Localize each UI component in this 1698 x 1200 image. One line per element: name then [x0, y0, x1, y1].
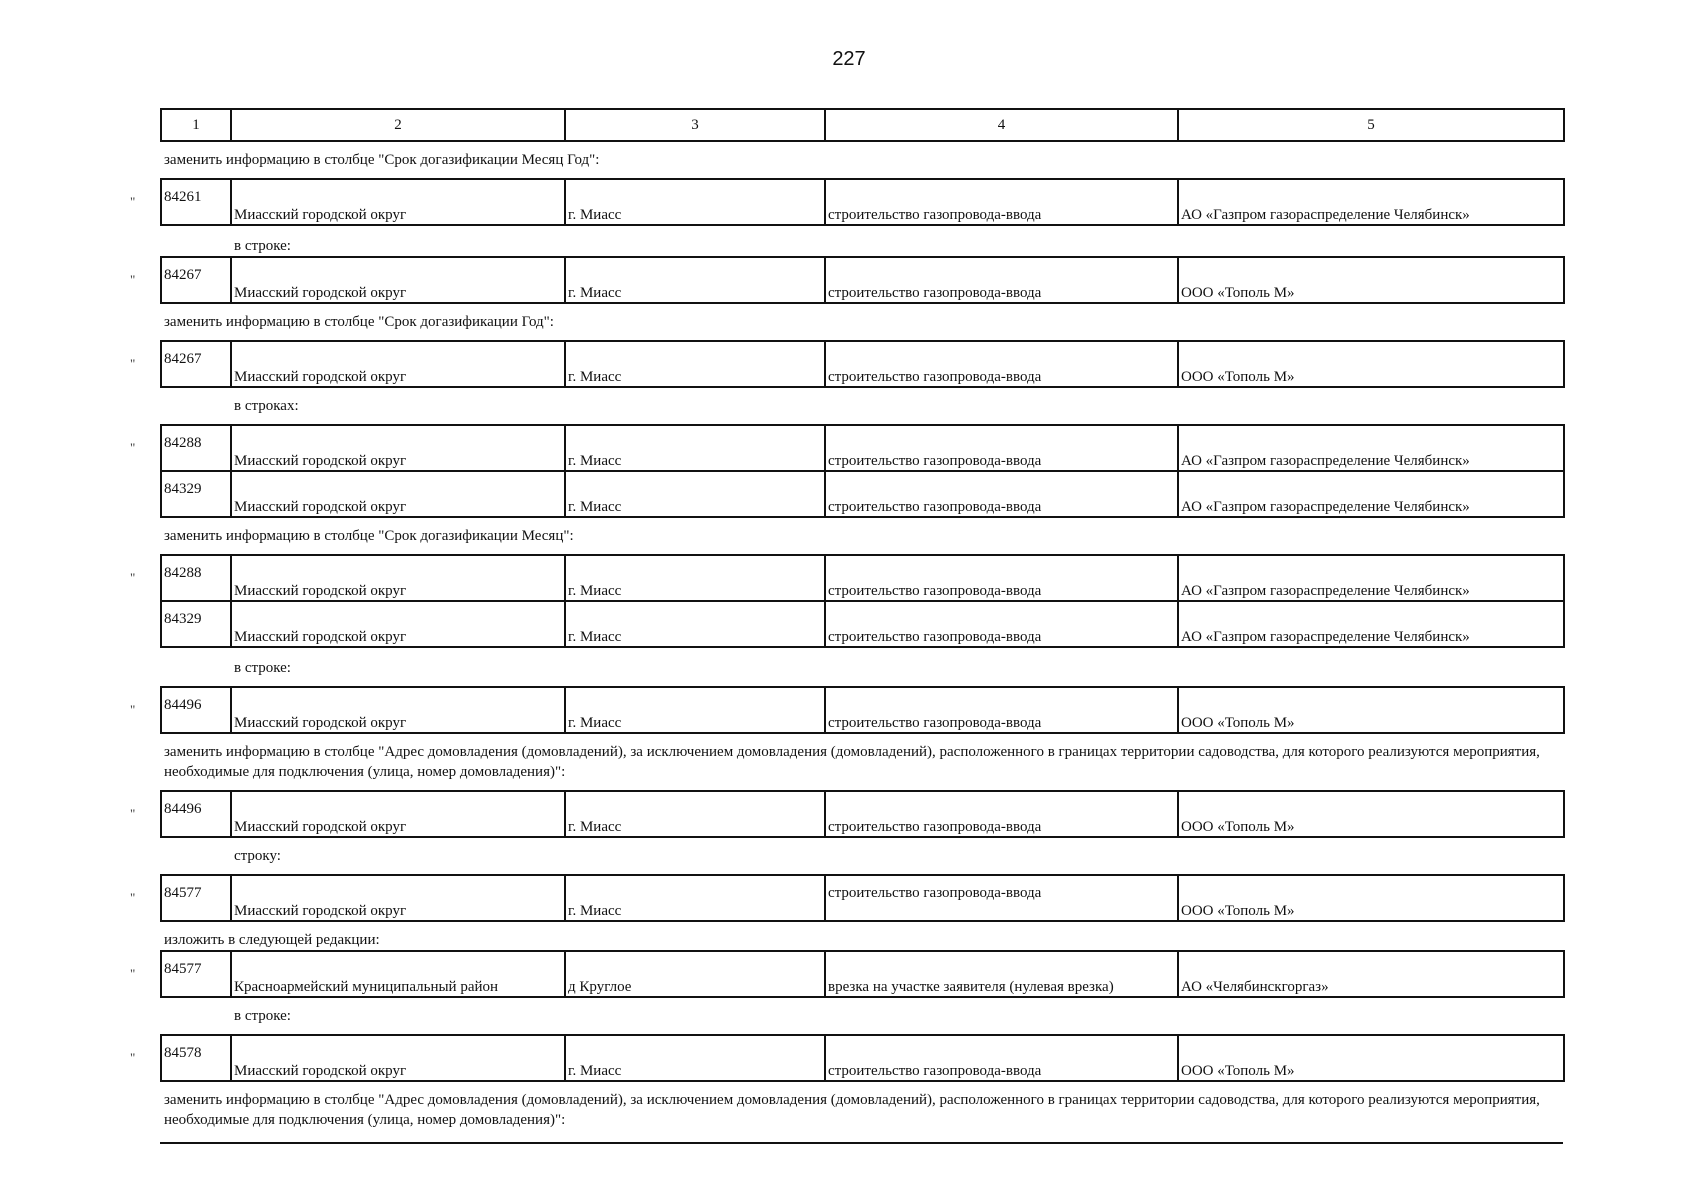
- table-block: [130, 424, 1563, 518]
- row-id: 84288: [161, 555, 231, 601]
- table-block: [130, 256, 1563, 304]
- table-row: [161, 425, 1564, 471]
- row-organization: АО «Газпром газораспределение Челябинск»: [1178, 601, 1564, 647]
- page-number: 227: [832, 48, 866, 70]
- data-table: [160, 790, 1565, 838]
- row-work: строительство газопровода-ввода: [825, 257, 1178, 303]
- row-organization: ООО «Тополь М»: [1178, 1035, 1564, 1081]
- column-number: 3: [565, 109, 825, 141]
- column-number: 5: [1178, 109, 1564, 141]
- data-table: [160, 950, 1565, 998]
- quote-mark: ": [130, 806, 136, 821]
- data-table: [160, 178, 1565, 226]
- row-district: Миасский городской округ: [231, 257, 565, 303]
- row-organization: ООО «Тополь М»: [1178, 257, 1564, 303]
- row-work: строительство газопровода-ввода: [825, 555, 1178, 601]
- data-table: [160, 340, 1565, 388]
- data-table: [160, 554, 1565, 648]
- row-organization: ООО «Тополь М»: [1178, 341, 1564, 387]
- table-block: [130, 686, 1563, 734]
- bottom-rule: [160, 1142, 1563, 1144]
- row-locality: г. Миасс: [565, 471, 825, 517]
- row-locality: г. Миасс: [565, 601, 825, 647]
- row-id: 84329: [161, 471, 231, 517]
- row-work: строительство газопровода-ввода: [825, 179, 1178, 225]
- row-id: 84329: [161, 601, 231, 647]
- row-organization: ООО «Тополь М»: [1178, 875, 1564, 921]
- row-id: 84496: [161, 791, 231, 837]
- table-block: [130, 874, 1563, 922]
- column-number: 2: [231, 109, 565, 141]
- table-block: [130, 950, 1563, 998]
- row-locality: г. Миасс: [565, 425, 825, 471]
- table-row: [161, 1035, 1564, 1081]
- document-body: [130, 108, 1563, 1144]
- table-row: [161, 687, 1564, 733]
- row-district: Миасский городской округ: [231, 341, 565, 387]
- row-work: строительство газопровода-ввода: [825, 471, 1178, 517]
- instruction-text: заменить информацию в столбце "Адрес домовладения (домовладений), за исключением домовладения (домовладений), расположенного в границах территории садоводства, для которого реализуются мероприятия, необходимые для подключения (улица, номер домовладения)":: [164, 744, 1540, 780]
- row-id: 84267: [161, 257, 231, 303]
- row-organization: ООО «Тополь М»: [1178, 791, 1564, 837]
- row-work: строительство газопровода-ввода: [825, 601, 1178, 647]
- instruction-text: строку:: [234, 848, 281, 864]
- row-work: строительство газопровода-ввода: [825, 875, 1178, 921]
- row-organization: АО «Газпром газораспределение Челябинск»: [1178, 179, 1564, 225]
- column-number: 4: [825, 109, 1178, 141]
- row-district: Миасский городской округ: [231, 875, 565, 921]
- table-row: [161, 257, 1564, 303]
- row-work: строительство газопровода-ввода: [825, 1035, 1178, 1081]
- row-locality: г. Миасс: [565, 1035, 825, 1081]
- table-block: [130, 554, 1563, 648]
- quote-mark: ": [130, 1050, 136, 1065]
- quote-mark: ": [130, 890, 136, 905]
- row-locality: д Круглое: [565, 951, 825, 997]
- quote-mark: ": [130, 194, 136, 209]
- table-block: [130, 178, 1563, 226]
- instruction-text: в строке:: [234, 238, 291, 254]
- column-header-table: [160, 108, 1565, 142]
- row-district: Миасский городской округ: [231, 555, 565, 601]
- table-row: [161, 875, 1564, 921]
- row-organization: АО «Газпром газораспределение Челябинск»: [1178, 471, 1564, 517]
- instruction-text: изложить в следующей редакции:: [164, 932, 380, 948]
- instruction-text: заменить информацию в столбце "Срок догазификации Месяц Год":: [164, 152, 600, 168]
- row-district: Красноармейский муниципальный район: [231, 951, 565, 997]
- data-table: [160, 1034, 1565, 1082]
- quote-mark: ": [130, 272, 136, 287]
- table-row: [161, 179, 1564, 225]
- column-number: 1: [161, 109, 231, 141]
- row-organization: АО «Газпром газораспределение Челябинск»: [1178, 425, 1564, 471]
- row-district: Миасский городской округ: [231, 687, 565, 733]
- row-district: Миасский городской округ: [231, 425, 565, 471]
- row-district: Миасский городской округ: [231, 471, 565, 517]
- table-row: [161, 791, 1564, 837]
- row-locality: г. Миасс: [565, 687, 825, 733]
- row-id: 84261: [161, 179, 231, 225]
- instruction-text: в строке:: [234, 1008, 291, 1024]
- row-id: 84267: [161, 341, 231, 387]
- table-row: [161, 555, 1564, 601]
- row-id: 84577: [161, 875, 231, 921]
- row-locality: г. Миасс: [565, 179, 825, 225]
- row-id: 84496: [161, 687, 231, 733]
- row-locality: г. Миасс: [565, 257, 825, 303]
- row-organization: АО «Челябинскгоргаз»: [1178, 951, 1564, 997]
- row-district: Миасский городской округ: [231, 791, 565, 837]
- table-row: [161, 341, 1564, 387]
- row-id: 84577: [161, 951, 231, 997]
- table-row: [161, 951, 1564, 997]
- table-row: [161, 601, 1564, 647]
- instruction-text: в строке:: [234, 660, 291, 676]
- quote-mark: ": [130, 966, 136, 981]
- column-header-row: [161, 109, 1564, 141]
- data-table: [160, 256, 1565, 304]
- row-locality: г. Миасс: [565, 791, 825, 837]
- instruction-text: заменить информацию в столбце "Адрес домовладения (домовладений), за исключением домовладения (домовладений), расположенного в границах территории садоводства, для которого реализуются мероприятия, необходимые для подключения (улица, номер домовладения)":: [164, 1092, 1540, 1128]
- instruction-text: в строках:: [234, 398, 299, 414]
- data-table: [160, 686, 1565, 734]
- quote-mark: ": [130, 702, 136, 717]
- row-work: строительство газопровода-ввода: [825, 425, 1178, 471]
- row-district: Миасский городской округ: [231, 601, 565, 647]
- row-district: Миасский городской округ: [231, 179, 565, 225]
- row-district: Миасский городской округ: [231, 1035, 565, 1081]
- instruction-text: заменить информацию в столбце "Срок догазификации Месяц":: [164, 528, 574, 544]
- row-locality: г. Миасс: [565, 875, 825, 921]
- row-work: строительство газопровода-ввода: [825, 791, 1178, 837]
- table-row: [161, 471, 1564, 517]
- data-table: [160, 424, 1565, 518]
- row-work: врезка на участке заявителя (нулевая врезка): [825, 951, 1178, 997]
- row-work: строительство газопровода-ввода: [825, 687, 1178, 733]
- data-table: [160, 874, 1565, 922]
- table-block: [130, 790, 1563, 838]
- table-block: [130, 340, 1563, 388]
- row-locality: г. Миасс: [565, 341, 825, 387]
- row-organization: ООО «Тополь М»: [1178, 687, 1564, 733]
- instruction-text: заменить информацию в столбце "Срок догазификации Год":: [164, 314, 554, 330]
- quote-mark: ": [130, 570, 136, 585]
- row-id: 84578: [161, 1035, 231, 1081]
- quote-mark: ": [130, 440, 136, 455]
- table-block: [130, 1034, 1563, 1082]
- row-id: 84288: [161, 425, 231, 471]
- row-work: строительство газопровода-ввода: [825, 341, 1178, 387]
- row-organization: АО «Газпром газораспределение Челябинск»: [1178, 555, 1564, 601]
- row-locality: г. Миасс: [565, 555, 825, 601]
- quote-mark: ": [130, 356, 136, 371]
